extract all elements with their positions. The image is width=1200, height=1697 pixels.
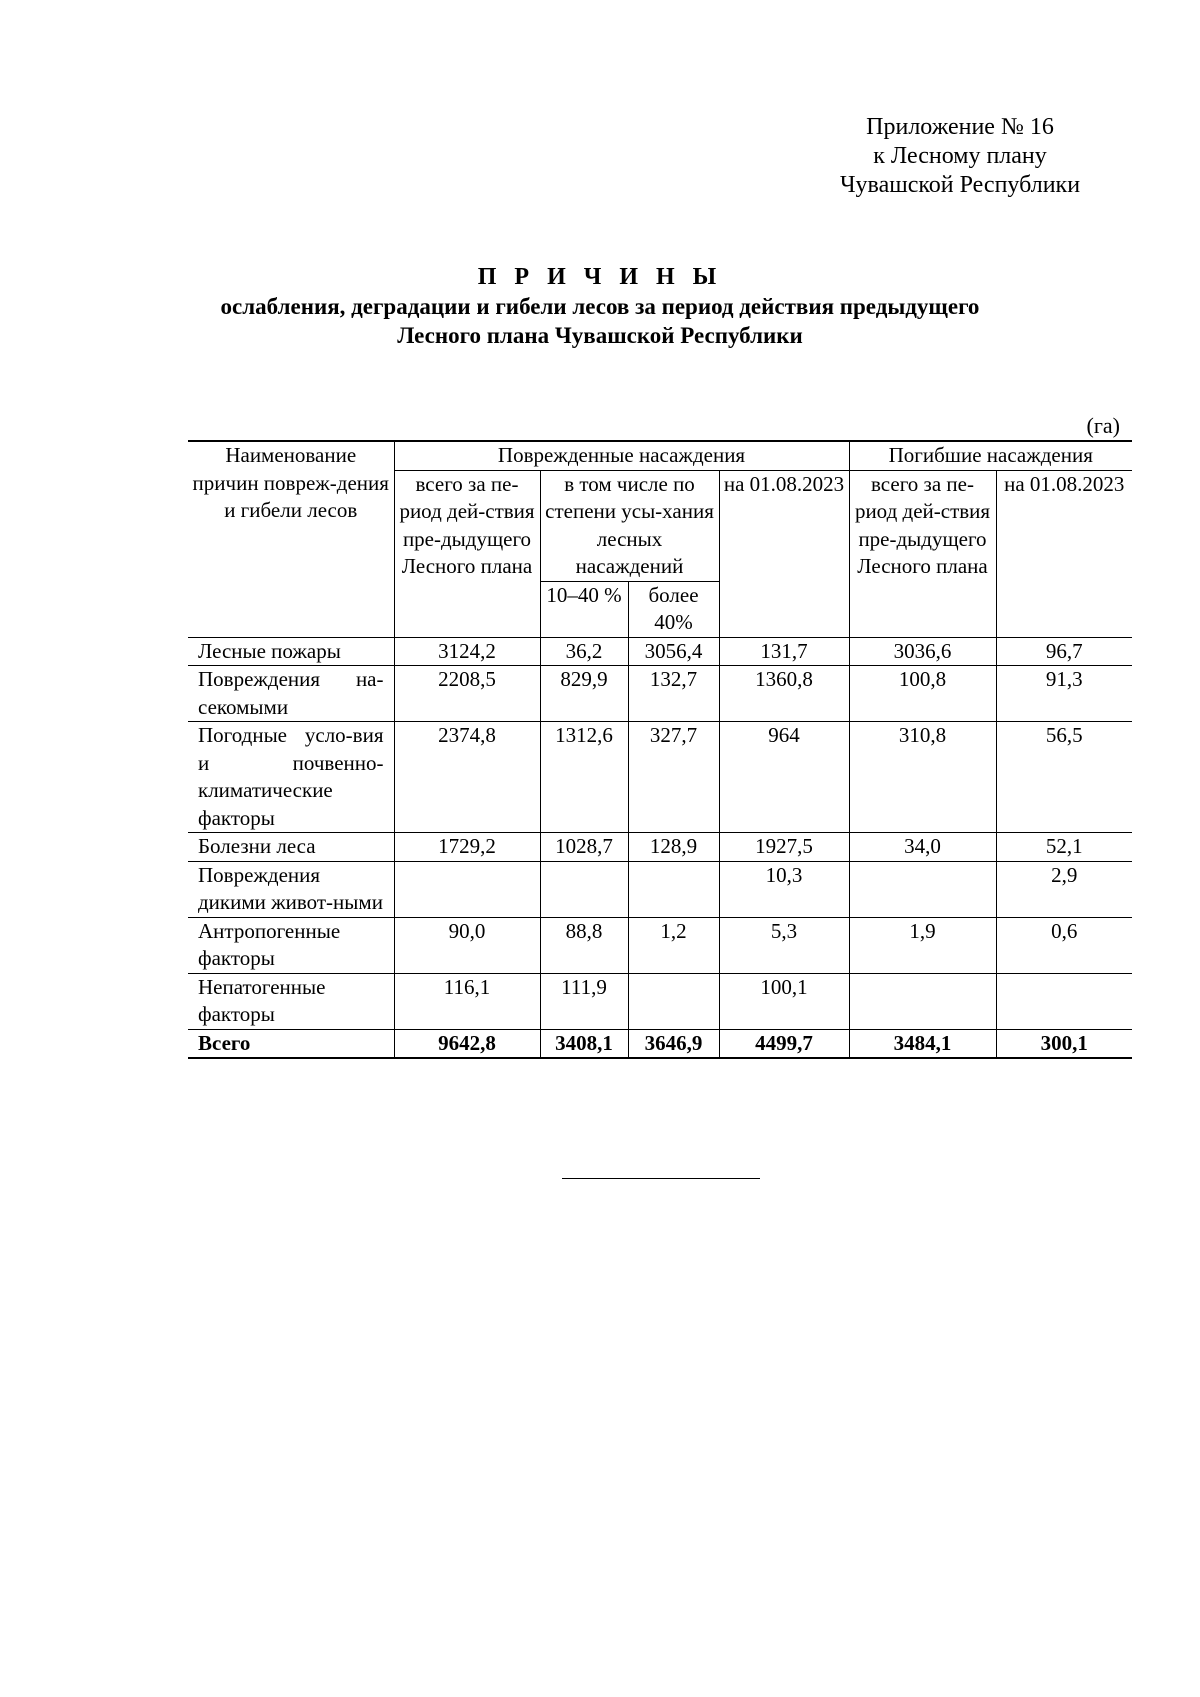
header-cause-name: Наименование причин повреж-дения и гибели лесов xyxy=(188,441,394,637)
total-cell-over-40: 3646,9 xyxy=(628,1029,719,1058)
table-row xyxy=(188,833,1132,862)
cell-on-date: 1927,5 xyxy=(719,833,849,862)
cell-total: 1729,2 xyxy=(394,833,540,862)
cell-died-on-date: 91,3 xyxy=(996,666,1132,722)
row-cause-name: Повреждения дикими живот-ными xyxy=(188,861,394,917)
document-title xyxy=(180,262,1020,350)
total-cell-10-40: 3408,1 xyxy=(540,1029,628,1058)
total-cell-died-on-date: 300,1 xyxy=(996,1029,1132,1058)
total-cell-total: 9642,8 xyxy=(394,1029,540,1058)
cell-over-40: 1,2 xyxy=(628,917,719,973)
header-pct-over-40: более 40% xyxy=(628,581,719,637)
header-pct-10-40: 10–40 % xyxy=(540,581,628,637)
row-cause-name: Непатогенные факторы xyxy=(188,973,394,1029)
appendix-line-1: Приложение № 16 xyxy=(866,114,1054,140)
cell-died-total: 3036,6 xyxy=(849,637,996,666)
cell-total: 116,1 xyxy=(394,973,540,1029)
header-row-1 xyxy=(188,441,1132,470)
cell-died-total: 1,9 xyxy=(849,917,996,973)
cell-died-on-date: 52,1 xyxy=(996,833,1132,862)
cell-died-total xyxy=(849,973,996,1029)
total-label: Всего xyxy=(188,1029,394,1058)
cell-10-40: 88,8 xyxy=(540,917,628,973)
cell-died-on-date: 2,9 xyxy=(996,861,1132,917)
table-row xyxy=(188,917,1132,973)
cell-died-on-date xyxy=(996,973,1132,1029)
table-row xyxy=(188,861,1132,917)
header-including: в том числе по степени усы-хания лесных насаждений xyxy=(540,470,719,581)
appendix-block xyxy=(800,113,1120,200)
header-died: Погибшие насаждения xyxy=(849,441,1132,470)
cell-on-date: 100,1 xyxy=(719,973,849,1029)
cell-total: 2374,8 xyxy=(394,722,540,833)
total-cell-on-date: 4499,7 xyxy=(719,1029,849,1058)
row-cause-name: Болезни леса xyxy=(188,833,394,862)
appendix-line-2: к Лесному плану xyxy=(873,143,1047,169)
cell-total: 3124,2 xyxy=(394,637,540,666)
cell-on-date: 131,7 xyxy=(719,637,849,666)
cell-over-40 xyxy=(628,973,719,1029)
unit-label: (га) xyxy=(1086,413,1120,438)
table-row xyxy=(188,973,1132,1029)
cell-10-40: 36,2 xyxy=(540,637,628,666)
title-main: П Р И Ч И Н Ы xyxy=(477,264,723,290)
cell-10-40: 829,9 xyxy=(540,666,628,722)
row-cause-name: Погодные усло-вия и почвенно-климатические факторы xyxy=(188,722,394,833)
cell-died-total: 100,8 xyxy=(849,666,996,722)
cell-total: 2208,5 xyxy=(394,666,540,722)
cell-over-40: 3056,4 xyxy=(628,637,719,666)
cell-died-on-date: 56,5 xyxy=(996,722,1132,833)
cell-died-on-date: 96,7 xyxy=(996,637,1132,666)
title-subtitle-line-1: ослабления, деградации и гибели лесов за период действия предыдущего xyxy=(220,294,980,319)
cell-over-40: 327,7 xyxy=(628,722,719,833)
row-cause-name: Антропогенные факторы xyxy=(188,917,394,973)
cell-total: 90,0 xyxy=(394,917,540,973)
appendix-line-3: Чувашской Республики xyxy=(839,172,1081,198)
cell-died-total: 310,8 xyxy=(849,722,996,833)
total-row xyxy=(188,1029,1132,1058)
cell-10-40: 1028,7 xyxy=(540,833,628,862)
cell-on-date: 10,3 xyxy=(719,861,849,917)
header-died-on-date: на 01.08.2023 xyxy=(996,470,1132,637)
cell-10-40: 1312,6 xyxy=(540,722,628,833)
cell-10-40 xyxy=(540,861,628,917)
header-died-total-prev: всего за пе-риод дей-ствия пре-дыдущего Лесного плана xyxy=(849,470,996,637)
header-on-date: на 01.08.2023 xyxy=(719,470,849,637)
table-row xyxy=(188,666,1132,722)
table-row xyxy=(188,722,1132,833)
title-subtitle-line-2: Лесного плана Чувашской Республики xyxy=(397,323,803,348)
cell-died-total: 34,0 xyxy=(849,833,996,862)
cell-died-on-date: 0,6 xyxy=(996,917,1132,973)
cell-on-date: 1360,8 xyxy=(719,666,849,722)
header-damaged: Поврежденные насаждения xyxy=(394,441,849,470)
cell-over-40 xyxy=(628,861,719,917)
cell-on-date: 5,3 xyxy=(719,917,849,973)
end-divider-line xyxy=(562,1178,760,1179)
causes-table xyxy=(188,440,1132,1059)
cell-total xyxy=(394,861,540,917)
total-cell-died-total: 3484,1 xyxy=(849,1029,996,1058)
row-cause-name: Повреждения на-секомыми xyxy=(188,666,394,722)
row-cause-name: Лесные пожары xyxy=(188,637,394,666)
cell-over-40: 128,9 xyxy=(628,833,719,862)
cell-died-total xyxy=(849,861,996,917)
header-total-prev: всего за пе-риод дей-ствия пре-дыдущего Лесного плана xyxy=(394,470,540,637)
cell-on-date: 964 xyxy=(719,722,849,833)
cell-over-40: 132,7 xyxy=(628,666,719,722)
table-row xyxy=(188,637,1132,666)
cell-10-40: 111,9 xyxy=(540,973,628,1029)
